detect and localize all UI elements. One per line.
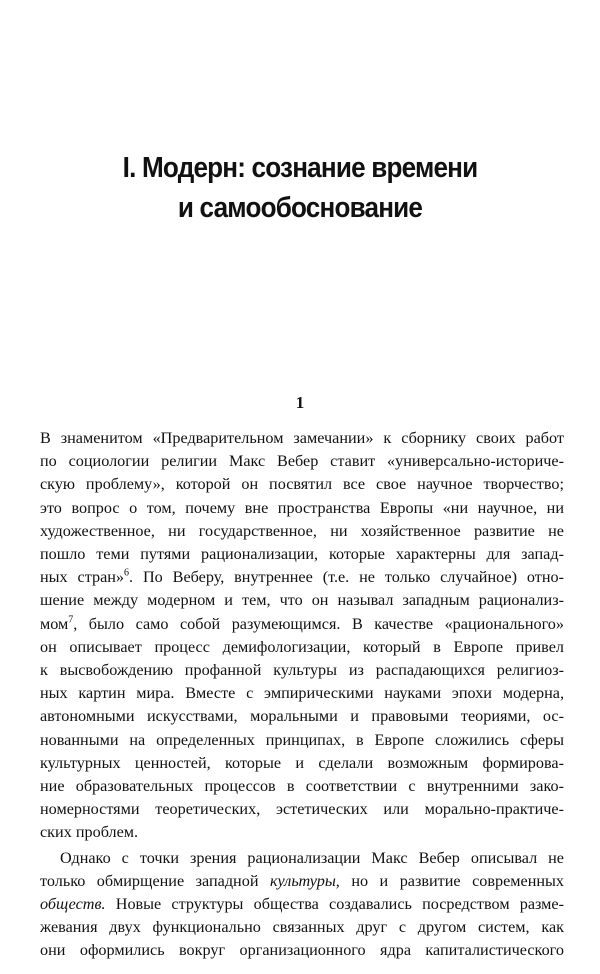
text-line: скую проблему», которой он посвятил все свое научное творчество; (40, 475, 564, 494)
text-line: номерностями теоретических, эстетических или морально-практиче- (40, 800, 564, 819)
text-line: Однако с точки зрения рационализации Макс Вебер описывал не (60, 848, 564, 867)
text-line: шение между модерном и тем, что он называл западным рационализ- (40, 591, 564, 610)
text-fragment: но и развитие современных (339, 871, 564, 890)
body-text (40, 427, 564, 963)
text-line: жевания двух функционально связанных друг с другом систем, как (40, 918, 564, 937)
text-line: нованными на определенных принципах, в Европе сложились сферы (40, 730, 564, 749)
text-line: пошло теми путями рационализации, которые характерны для запад- (40, 545, 564, 564)
text-line (40, 870, 564, 893)
paragraph-2 (40, 847, 564, 963)
emphasis-societies: обществ. (40, 895, 106, 914)
text-line: В знаменитом «Предварительном замечании» к сборнику своих работ (40, 429, 564, 447)
text-fragment: , было само собой разумеющимся. В качестве «рационального» (73, 614, 564, 633)
paragraph-1 (40, 427, 564, 845)
chapter-title-line-2: и самообоснование (177, 192, 423, 224)
text-fragment: ных стран» (40, 568, 125, 587)
footnote-ref-7: 7 (68, 614, 74, 626)
text-fragment: только обмирщение западной (40, 871, 270, 890)
text-line: к высвобождению профанной культуры из распадающихся религиоз- (40, 661, 564, 680)
text-line: это вопрос о том, почему вне пространства Европы «ни научное, ни (40, 498, 564, 517)
text-line: по социологии религии Макс Вебер ставит «универсально-историче- (40, 452, 564, 471)
text-line (40, 613, 564, 636)
footnote-ref-6: 6 (124, 567, 130, 579)
text-line: культурных ценностей, которые и сделали возможным формирова- (40, 753, 564, 772)
text-line (40, 893, 564, 916)
text-line: ных картин мира. Вместе с эмпирическими науками эпохи модерна, (40, 684, 564, 703)
text-fragment: мом (40, 614, 69, 633)
section-number: 1 (295, 393, 305, 412)
text-line (40, 566, 564, 589)
text-line: автономными искусствами, моральными и правовыми теориями, ос- (40, 707, 564, 726)
chapter-title-line-1: I. Модерн: сознание времени (122, 152, 478, 184)
text-line: он описывает процесс демифологизации, который в Европе привел (40, 637, 564, 656)
text-fragment: . По Веберу, внутреннее (т.е. не только случайное) отно- (129, 568, 564, 587)
text-line: художественное, ни государственное, ни хозяйственное развитие не (40, 521, 564, 540)
text-line: ние образовательных процессов в соответствии с внутренними зако- (40, 777, 564, 796)
emphasis-culture: культуры, (269, 871, 340, 890)
chapter-title (66, 148, 534, 228)
text-line: они оформились вокруг организационного ядра капиталистического (40, 941, 564, 960)
text-fragment: Новые структуры общества создавались посредством разме- (105, 895, 564, 914)
text-line: ских проблем. (40, 823, 139, 842)
